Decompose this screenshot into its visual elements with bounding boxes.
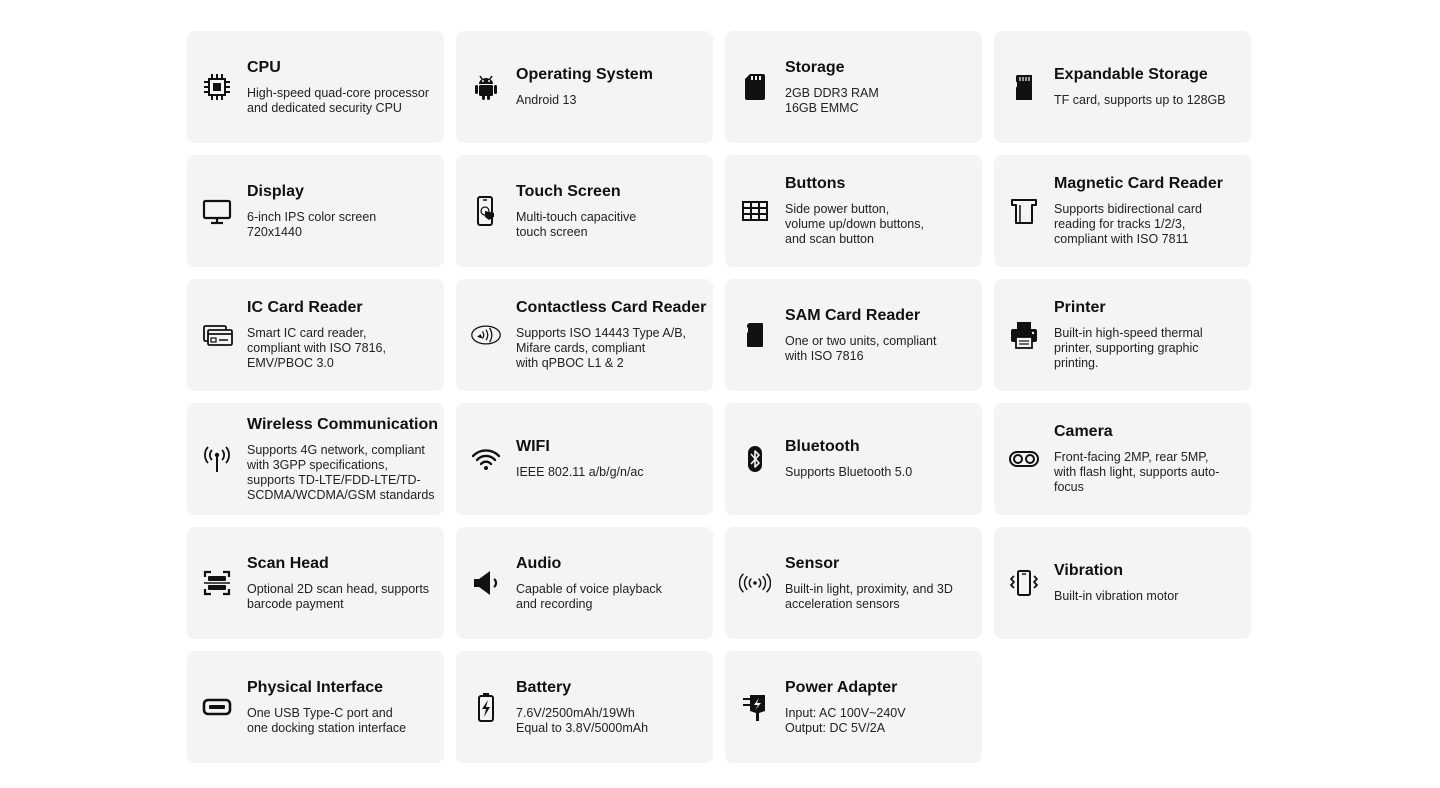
spec-desc: IEEE 802.11 a/b/g/n/ac (516, 465, 644, 479)
spec-card-storage (725, 31, 982, 143)
usb-c-icon (201, 691, 233, 723)
spec-title: Contactless Card Reader (516, 299, 707, 316)
monitor-icon (201, 195, 233, 227)
micro-sd-icon (1008, 71, 1040, 103)
spec-title: IC Card Reader (247, 299, 363, 316)
spec-title: Wireless Communication (247, 415, 439, 433)
spec-card-power-adapter (725, 651, 982, 763)
spec-card-buttons (725, 155, 982, 267)
spec-grid (187, 31, 1251, 763)
spec-card-bluetooth (725, 403, 982, 515)
android-icon (470, 71, 502, 103)
spec-desc: Front-facing 2MP, rear 5MP, with flash light, supports auto- focus (1054, 450, 1220, 494)
camera-icon (1008, 443, 1040, 475)
spec-desc: Built-in vibration motor (1054, 589, 1179, 603)
spec-desc: Supports ISO 14443 Type A/B, Mifare cards, compliant with qPBOC L1 & 2 (516, 326, 687, 370)
spec-title: CPU (247, 58, 281, 76)
touch-phone-icon (470, 195, 502, 227)
spec-card-scan-head (187, 527, 444, 639)
spec-title: Touch Screen (516, 182, 621, 200)
spec-title: Storage (785, 58, 845, 76)
power-adapter-icon (739, 691, 771, 723)
spec-desc: Capable of voice playback and recording (516, 581, 662, 611)
cpu-icon (201, 71, 233, 103)
antenna-icon (201, 443, 233, 475)
spec-card-camera (994, 403, 1251, 515)
spec-title: Expandable Storage (1054, 66, 1208, 83)
spec-card-ic-card-reader (187, 279, 444, 391)
spec-title: Magnetic Card Reader (1054, 175, 1223, 192)
spec-title: Power Adapter (785, 678, 898, 696)
spec-desc: Input: AC 100V~240V Output: DC 5V/2A (785, 705, 906, 735)
spec-card-physical-interface (187, 651, 444, 763)
vibration-icon (1008, 567, 1040, 599)
spec-desc: Supports bidirectional card reading for tracks 1/2/3, compliant with ISO 7811 (1054, 202, 1202, 246)
spec-desc: 6-inch IPS color screen 720x1440 (247, 209, 377, 239)
spec-title: Battery (516, 678, 572, 696)
spec-title: Display (247, 182, 304, 200)
spec-card-cpu (187, 31, 444, 143)
chip-card-icon (201, 319, 233, 351)
spec-title: SAM Card Reader (785, 306, 921, 324)
spec-card-wifi (456, 403, 713, 515)
card-slot-icon (1008, 195, 1040, 227)
battery-icon (470, 691, 502, 723)
scan-icon (201, 567, 233, 599)
spec-card-battery (456, 651, 713, 763)
spec-title: Bluetooth (785, 438, 860, 455)
spec-card-wireless-communication (187, 403, 444, 515)
sensor-icon (739, 567, 771, 599)
spec-desc: Supports Bluetooth 5.0 (785, 465, 913, 479)
spec-card-display (187, 155, 444, 267)
spec-title: Physical Interface (247, 678, 384, 696)
spec-desc: Side power button, volume up/down buttons, and scan button (785, 202, 924, 246)
spec-card-contactless-card-reader (456, 279, 713, 391)
spec-title: Vibration (1054, 562, 1124, 579)
spec-card-sam-card-reader (725, 279, 982, 391)
spec-card-expandable-storage (994, 31, 1251, 143)
spec-title: Camera (1054, 423, 1113, 440)
spec-desc: High-speed quad-core processor and dedicated security CPU (247, 85, 430, 115)
bluetooth-icon (739, 443, 771, 475)
spec-title: Printer (1054, 299, 1106, 316)
spec-desc: Smart IC card reader, compliant with ISO 7816, EMV/PBOC 3.0 (247, 326, 386, 370)
spec-title: WIFI (516, 438, 550, 455)
spec-desc: Built-in light, proximity, and 3D acceleration sensors (785, 581, 953, 611)
printer-icon (1008, 319, 1040, 351)
spec-card-printer (994, 279, 1251, 391)
spec-desc: 2GB DDR3 RAM 16GB EMMC (785, 85, 879, 115)
spec-desc: Built-in high-speed thermal printer, supporting graphic printing. (1054, 326, 1203, 370)
spec-card-operating-system (456, 31, 713, 143)
spec-title: Scan Head (247, 554, 329, 572)
spec-desc: One or two units, compliant with ISO 7816 (785, 333, 937, 363)
speaker-icon (470, 567, 502, 599)
spec-desc: Multi-touch capacitive touch screen (516, 209, 637, 239)
spec-desc: Android 13 (516, 93, 577, 107)
spec-card-magnetic-card-reader (994, 155, 1251, 267)
contactless-icon (470, 319, 502, 351)
spec-desc: TF card, supports up to 128GB (1054, 93, 1226, 107)
spec-card-audio (456, 527, 713, 639)
spec-title: Buttons (785, 175, 846, 192)
keypad-icon (739, 195, 771, 227)
spec-desc: Optional 2D scan head, supports barcode payment (247, 581, 430, 611)
wifi-icon (470, 443, 502, 475)
spec-title: Sensor (785, 554, 840, 572)
spec-title: Operating System (516, 66, 653, 83)
sd-card-icon (739, 71, 771, 103)
spec-desc: Supports 4G network, compliant with 3GPP specifications, supports TD-LTE/FDD-LTE/TD- SCDMA/WCDMA/GSM standards (247, 442, 435, 502)
spec-card-vibration (994, 527, 1251, 639)
spec-card-touch-screen (456, 155, 713, 267)
spec-desc: 7.6V/2500mAh/19Wh Equal to 3.8V/5000mAh (516, 705, 649, 735)
spec-card-sensor (725, 527, 982, 639)
spec-desc: One USB Type-C port and one docking station interface (247, 705, 407, 735)
sam-card-icon (739, 319, 771, 351)
spec-title: Audio (516, 554, 562, 572)
